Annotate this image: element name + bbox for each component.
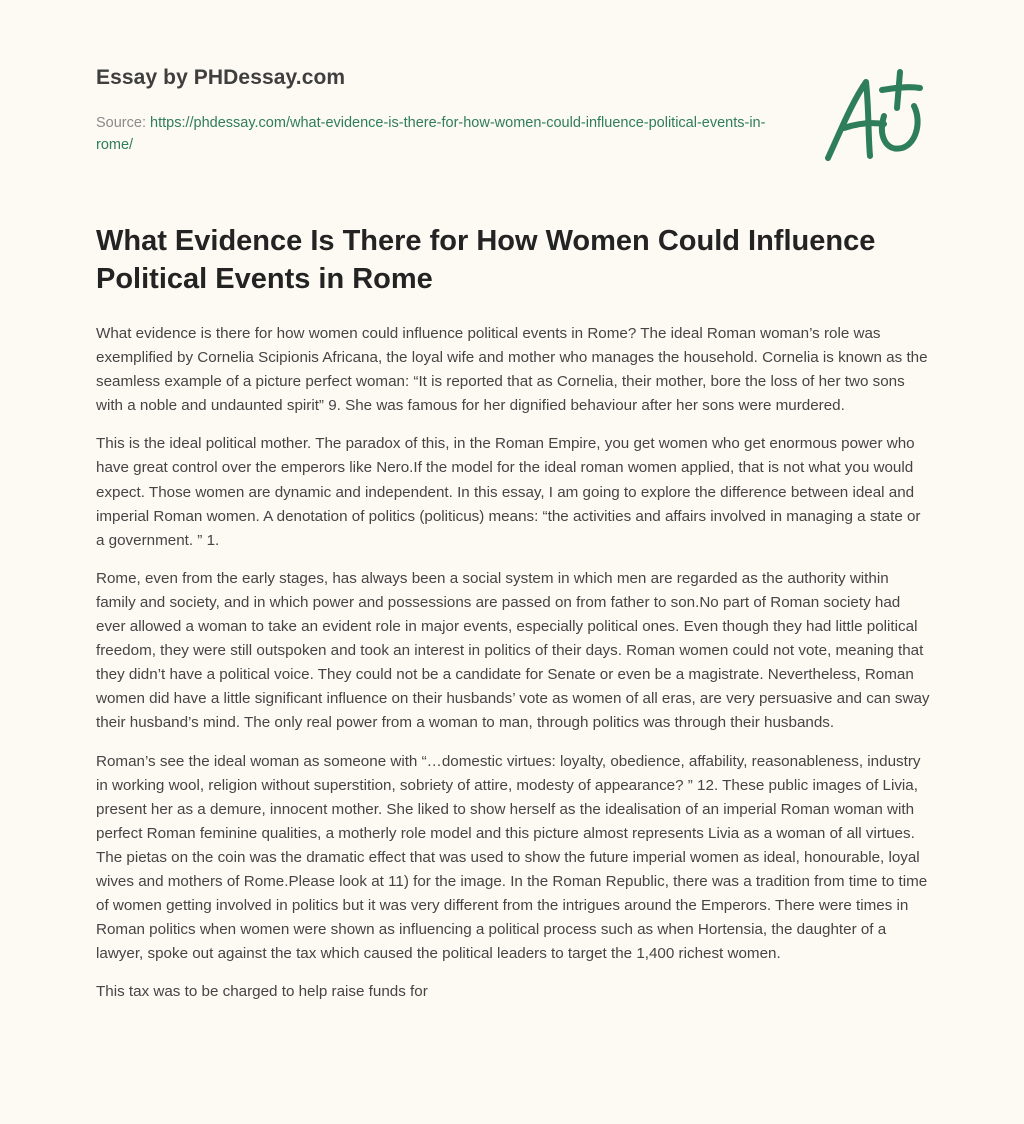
essay-paragraph: This tax was to be charged to help raise funds for	[96, 983, 428, 1001]
essay-paragraph: What evidence is there for how women could influence political events in Rome? The ideal Roman woman’s role was exemplified by Cornelia Scipionis Africana, the loyal wife and mother who manages the household. Cornelia is known as the seamless example of a picture perfect woman: “It is reported that as Cornelia, their mother, bore the loss of her two sons with a noble and undaunted spirit” 9. She was famous for her dignified behaviour after her sons were murdered.	[96, 325, 928, 415]
source-line	[96, 112, 776, 156]
essay-title: What Evidence Is There for How Women Could Influence Political Events in Rome	[96, 225, 876, 295]
essay-paragraph: Rome, even from the early stages, has always been a social system in which men are regarded as the authority within family and society, and in which power and possessions are passed on from father to son.No part of Roman society had ever allowed a woman to take an evident role in major events, especially political ones. Even though they had little political freedom, they were still outspoken and took an interest in politics of their days. Roman women could not vote, meaning that they didn’t have a political voice. They could not be a candidate for Senate or even be a magistrate. Nevertheless, Roman women did have a little significant influence on their husbands’ vote as women of all eras, are very persuasive and can sway their husband’s mind. The only real power from a woman to man, through politics was through their husbands.	[96, 569, 930, 732]
source-link[interactable]: https://phdessay.com/what-evidence-is-there-for-how-women-could-influence-political-events-in-rome/	[96, 115, 766, 153]
essay-paragraph: Roman’s see the ideal woman as someone with “…domestic virtues: loyalty, obedience, affability, reasonableness, industry in working wool, religion without superstition, sobriety of attire, modesty of appearance? ” 12. These public images of Livia, present her as a demure, innocent mother. She liked to show herself as the idealisation of an imperial Roman woman with perfect Roman feminine qualities, a motherly role model and this picture almost represents Livia as a woman of all virtues. The pietas on the coin was the dramatic effect that was used to show the future imperial women as ideal, honourable, loyal wives and mothers of Rome.Please look at 11) for the image. In the Roman Republic, there was a tradition from time to time of women getting involved in politics but it was very different from the intrigues around the Emperors. There were times in Roman politics when women were shown as influencing a political process such as when Hortensia, the daughter of a lawyer, spoke out against the tax which caused the political leaders to target the 1,400 richest women.	[96, 752, 928, 963]
a-plus-grade-icon	[822, 68, 926, 164]
site-brand: Essay by PHDessay.com	[96, 66, 346, 89]
essay-paragraph: This is the ideal political mother. The paradox of this, in the Roman Empire, you get women who get enormous power who have great control over the emperors like Nero.If the model for the ideal roman women applied, that is not what you would expect. Those women are dynamic and independent. In this essay, I am going to explore the difference between ideal and imperial Roman women. A denotation of politics (politicus) means: “the activities and affairs involved in managing a state or a government. ” 1.	[96, 435, 921, 549]
essay-body	[96, 322, 932, 1018]
source-label: Source:	[96, 115, 146, 131]
